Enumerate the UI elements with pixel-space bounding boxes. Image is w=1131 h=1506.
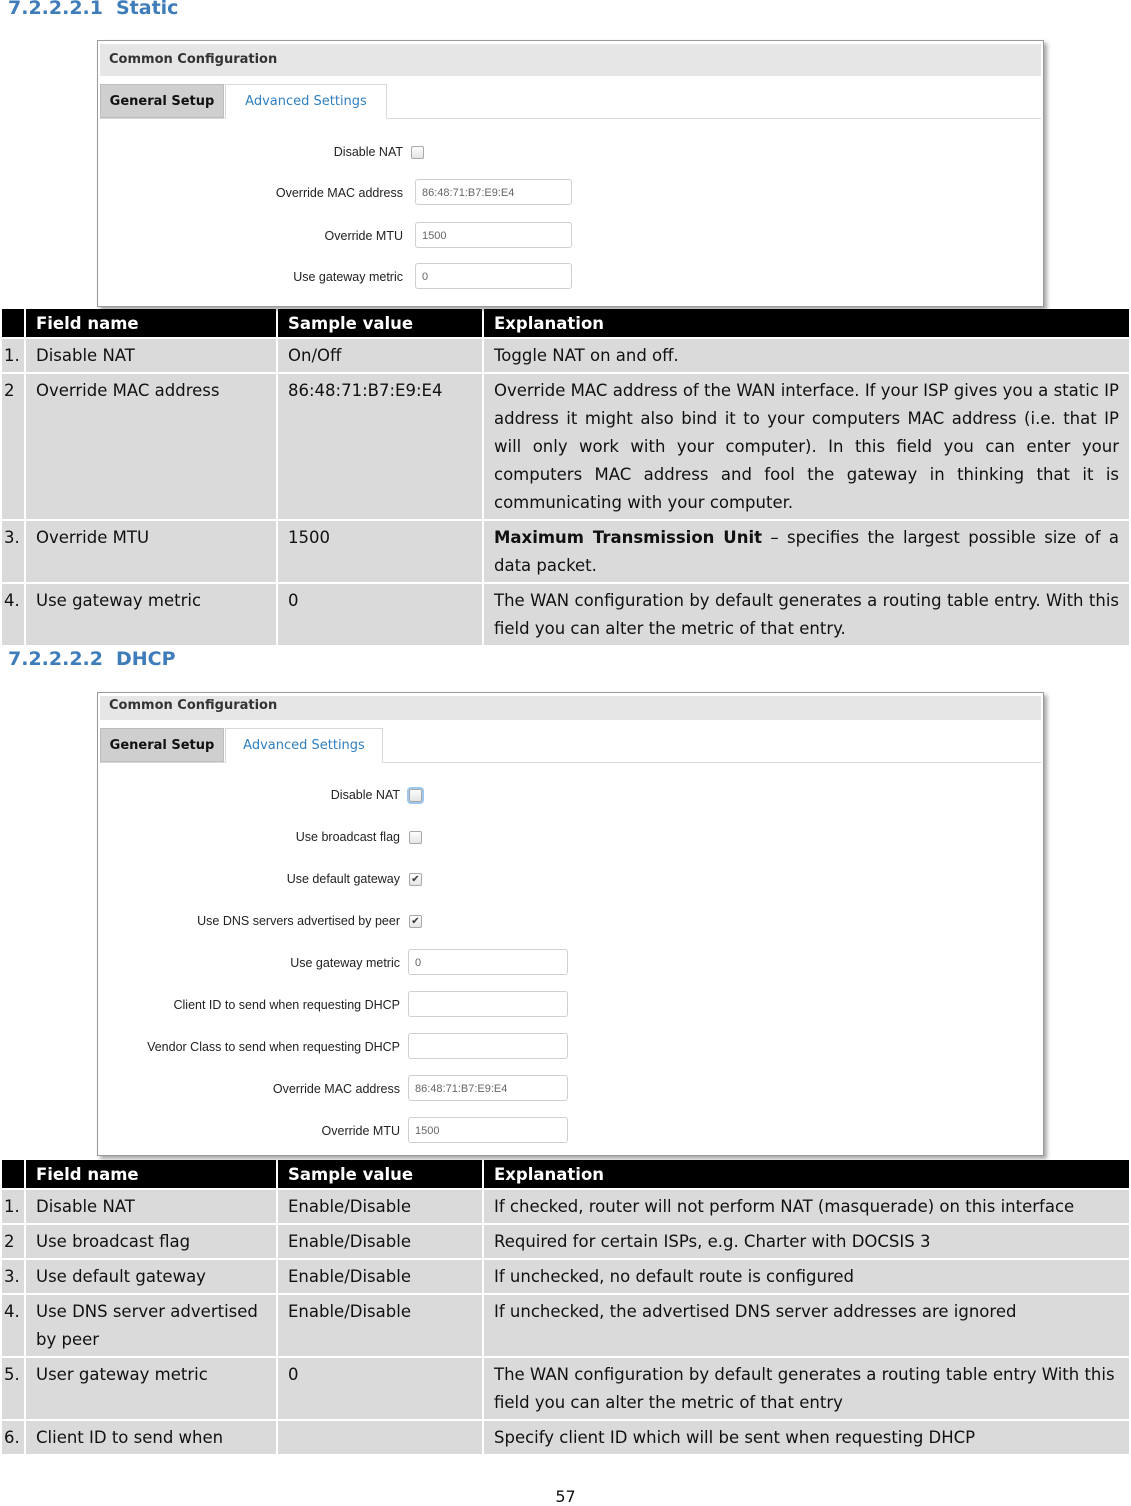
vendor-class-input[interactable] xyxy=(408,1033,568,1059)
dhcp-fields-table xyxy=(0,1158,1131,1456)
table-row: 2 Use broadcast flag Enable/Disable Required for certain ISPs, e.g. Charter with DOCSIS 3 xyxy=(2,1225,1129,1258)
vendor-class-label: Vendor Class to send when requesting DHCP xyxy=(147,1040,400,1054)
disable-nat-label: Disable NAT xyxy=(333,145,403,159)
override-mtu-row xyxy=(98,1117,1043,1145)
broadcast-flag-checkbox[interactable] xyxy=(409,831,422,844)
table-header-row xyxy=(2,309,1129,337)
heading-text: DHCP xyxy=(116,648,176,670)
table-row: 2 Override MAC address 86:48:71:B7:E9:E4 Override MAC address of the WAN interface. If your ISP gives you a static IP address it might also bind it to your computers MAC address (i.e. that IP will only work with your computer). In this field you can enter your computers MAC address and fool the gateway in thinking that it is communicating with your computer. xyxy=(2,374,1129,519)
tab-general-setup[interactable]: General Setup xyxy=(100,728,224,762)
client-id-label: Client ID to send when requesting DHCP xyxy=(173,998,400,1012)
heading-text: Static xyxy=(116,0,179,19)
vendor-class-row xyxy=(98,1033,1043,1061)
client-id-row xyxy=(98,991,1043,1019)
disable-nat-row xyxy=(98,781,1043,809)
override-mac-row xyxy=(98,1075,1043,1103)
override-mac-label: Override MAC address xyxy=(272,1082,400,1096)
table-row: 1. Disable NAT On/Off Toggle NAT on and off. xyxy=(2,339,1129,372)
table-row: 4. Use DNS server advertised by peer Enable/Disable If unchecked, the advertised DNS server addresses are ignored xyxy=(2,1295,1129,1356)
override-mac-label: Override MAC address xyxy=(275,186,403,200)
tab-general-setup[interactable]: General Setup xyxy=(100,84,224,118)
tab-bar xyxy=(100,84,1041,119)
disable-nat-checkbox[interactable] xyxy=(409,789,422,802)
override-mtu-row xyxy=(98,222,1043,250)
mtu-bold-term: Maximum Transmission Unit xyxy=(494,528,762,547)
disable-nat-checkbox[interactable] xyxy=(411,146,424,159)
header-explanation: Explanation xyxy=(484,1160,1129,1188)
page-number: 57 xyxy=(555,1487,576,1506)
client-id-input[interactable] xyxy=(408,991,568,1017)
gateway-metric-input[interactable]: 0 xyxy=(415,263,572,289)
table-header-row xyxy=(2,1160,1129,1188)
dns-servers-checkbox[interactable]: ✔ xyxy=(409,915,422,928)
section-heading-dhcp xyxy=(8,648,176,670)
override-mtu-label: Override MTU xyxy=(321,1124,400,1138)
heading-number: 7.2.2.2.1 xyxy=(8,0,103,19)
header-field-name: Field name xyxy=(26,1160,276,1188)
static-fields-table xyxy=(0,307,1131,647)
gateway-metric-row xyxy=(98,949,1043,977)
table-row: 3. Override MTU 1500 Maximum Transmission Unit – specifies the largest possible size of a data packet. xyxy=(2,521,1129,582)
panel-title: Common Configuration xyxy=(100,696,1041,720)
gateway-metric-label: Use gateway metric xyxy=(290,956,400,970)
broadcast-flag-label: Use broadcast flag xyxy=(295,830,400,844)
table-row: 6. Client ID to send when Specify client ID which will be sent when requesting DHCP xyxy=(2,1421,1129,1454)
header-sample-value: Sample value xyxy=(278,309,482,337)
tab-bar xyxy=(100,728,1041,763)
override-mac-input[interactable]: 86:48:71:B7:E9:E4 xyxy=(415,179,572,205)
gateway-metric-label: Use gateway metric xyxy=(293,270,403,284)
broadcast-flag-row xyxy=(98,823,1043,851)
override-mtu-input[interactable]: 1500 xyxy=(415,222,572,248)
disable-nat-row xyxy=(98,138,1043,166)
gateway-metric-input[interactable]: 0 xyxy=(408,949,568,975)
default-gateway-row xyxy=(98,865,1043,893)
tab-advanced-settings[interactable]: Advanced Settings xyxy=(225,84,387,119)
heading-number: 7.2.2.2.2 xyxy=(8,648,103,670)
dns-servers-label: Use DNS servers advertised by peer xyxy=(197,914,400,928)
default-gateway-checkbox[interactable]: ✔ xyxy=(409,873,422,886)
dhcp-config-screenshot xyxy=(97,692,1044,1156)
section-heading-static xyxy=(8,0,178,19)
static-config-screenshot xyxy=(97,40,1044,307)
header-sample-value: Sample value xyxy=(278,1160,482,1188)
disable-nat-label: Disable NAT xyxy=(330,788,400,802)
header-explanation: Explanation xyxy=(484,309,1129,337)
panel-title: Common Configuration xyxy=(100,44,1041,76)
table-row: 3. Use default gateway Enable/Disable If unchecked, no default route is configured xyxy=(2,1260,1129,1293)
override-mac-row xyxy=(98,179,1043,207)
table-row: 5. User gateway metric 0 The WAN configuration by default generates a routing table entry With this field you can alter the metric of that entry xyxy=(2,1358,1129,1419)
override-mtu-input[interactable]: 1500 xyxy=(408,1117,568,1143)
override-mtu-label: Override MTU xyxy=(324,229,403,243)
tab-advanced-settings[interactable]: Advanced Settings xyxy=(225,728,383,763)
dns-servers-row xyxy=(98,907,1043,935)
table-row: 4. Use gateway metric 0 The WAN configuration by default generates a routing table entry. With this field you can alter the metric of that entry. xyxy=(2,584,1129,645)
header-field-name: Field name xyxy=(26,309,276,337)
gateway-metric-row xyxy=(98,263,1043,291)
override-mac-input[interactable]: 86:48:71:B7:E9:E4 xyxy=(408,1075,568,1101)
default-gateway-label: Use default gateway xyxy=(286,872,400,886)
table-row: 1. Disable NAT Enable/Disable If checked, router will not perform NAT (masquerade) on this interface xyxy=(2,1190,1129,1223)
